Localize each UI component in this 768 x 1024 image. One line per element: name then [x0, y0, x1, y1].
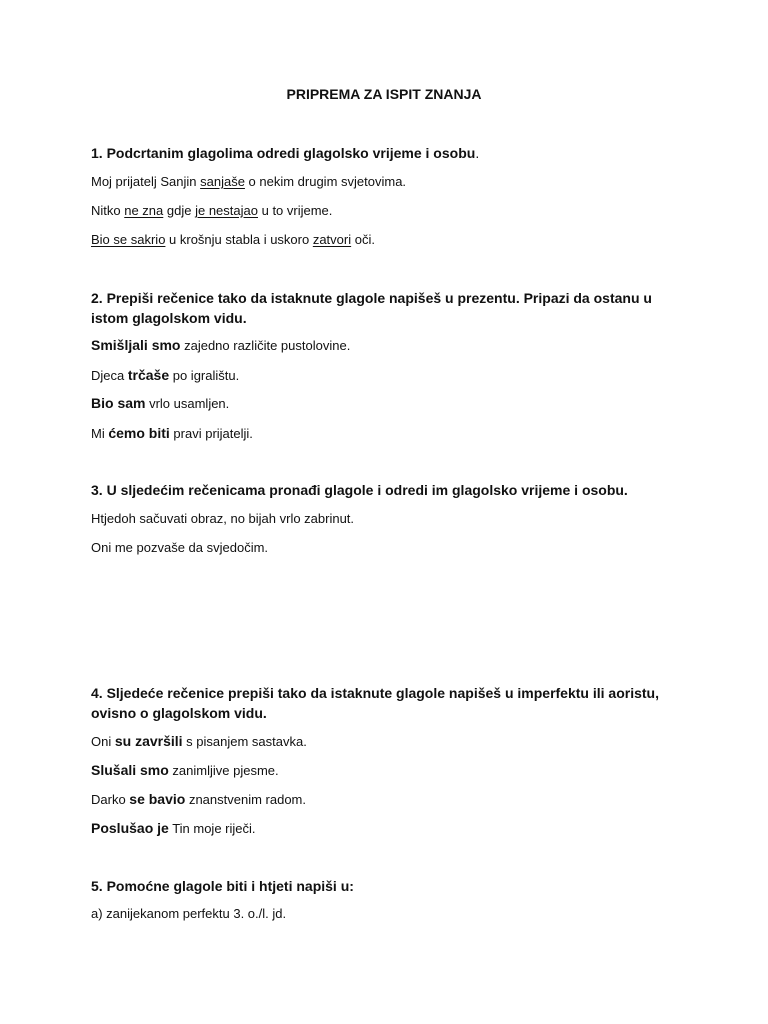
- sentence-text: Djeca: [91, 368, 128, 383]
- sentence-text: pravi prijatelji.: [169, 426, 253, 441]
- underlined-verb: ne zna: [124, 203, 164, 218]
- q2-sentence-3: [91, 394, 691, 413]
- q2-sentence-4: [91, 424, 691, 443]
- q1-sentence-2: [91, 202, 691, 220]
- sentence-text: s pisanjem sastavka.: [182, 734, 307, 749]
- bold-verb: trčaše: [127, 367, 170, 383]
- bold-verb: Slušali smo: [91, 762, 169, 778]
- sentence-text: Mi: [91, 426, 109, 441]
- sentence-text: zajedno različite pustolovine.: [180, 338, 351, 353]
- q2-sentence-2: [91, 366, 691, 385]
- q4-sentence-3: [91, 790, 691, 809]
- sentence-text: u krošnju stabla i uskoro: [165, 232, 313, 247]
- bold-verb: Bio sam: [91, 395, 146, 411]
- q3-sentence-2: Oni me pozvaše da svjedočim.: [91, 540, 269, 555]
- question-1-text: 1. Podcrtanim glagolima odredi glagolsko vrijeme i osobu: [91, 145, 476, 161]
- q2-sentence-1: [91, 336, 691, 355]
- q1-sentence-3: [91, 231, 691, 249]
- sentence-text: u to vrijeme.: [257, 203, 333, 218]
- sentence-text: Moj prijatelj Sanjin: [91, 174, 201, 189]
- question-1-period: .: [475, 145, 480, 161]
- sentence-text: po igralištu.: [169, 368, 240, 383]
- bold-verb: se bavio: [129, 791, 186, 807]
- q4-sentence-1: [91, 732, 691, 751]
- bold-verb: ćemo biti: [108, 425, 170, 441]
- question-4-heading: 4. Sljedeće rečenice prepiši tako da istaknute glagole napišeš u imperfektu ili aoristu, ovisno o glagolskom vidu.: [91, 685, 659, 721]
- sentence-text: Tin moje riječi.: [168, 821, 256, 836]
- question-3-heading: 3. U sljedećim rečenicama pronađi glagole i odredi im glagolsko vrijeme i osobu.: [91, 482, 628, 498]
- question-5-heading: 5. Pomoćne glagole biti i htjeti napiši u:: [91, 878, 354, 894]
- sentence-text: o nekim drugim svjetovima.: [244, 174, 407, 189]
- sentence-text: znanstvenim radom.: [185, 792, 306, 807]
- underlined-verb: je nestajao: [195, 203, 258, 218]
- sentence-text: zanimljive pjesme.: [168, 763, 279, 778]
- sentence-text: oči.: [351, 232, 375, 247]
- q5-item-a: a) zanijekanom perfektu 3. o./l. jd.: [91, 906, 287, 921]
- sentence-text: gdje: [163, 203, 196, 218]
- question-2-heading: 2. Prepiši rečenice tako da istaknute glagole napišeš u prezentu. Pripazi da ostanu u istom glagolskom vidu.: [91, 290, 652, 326]
- sentence-text: Darko: [91, 792, 130, 807]
- sentence-text: Nitko: [91, 203, 125, 218]
- underlined-verb: zatvori: [312, 232, 352, 247]
- question-1-heading: [91, 143, 681, 163]
- bold-verb: su završili: [114, 733, 183, 749]
- q1-sentence-1: [91, 173, 691, 191]
- bold-verb: Poslušao je: [91, 820, 169, 836]
- underlined-verb: sanjaše: [200, 174, 245, 189]
- q3-sentence-1: Htjedoh sačuvati obraz, no bijah vrlo zabrinut.: [91, 511, 355, 526]
- sentence-text: vrlo usamljen.: [145, 396, 230, 411]
- sentence-text: Oni: [91, 734, 115, 749]
- underlined-verb: Bio se sakrio: [91, 232, 166, 247]
- page-title: PRIPREMA ZA ISPIT ZNANJA: [286, 86, 482, 102]
- q4-sentence-4: [91, 819, 691, 838]
- bold-verb: Smišljali smo: [91, 337, 181, 353]
- q4-sentence-2: [91, 761, 691, 780]
